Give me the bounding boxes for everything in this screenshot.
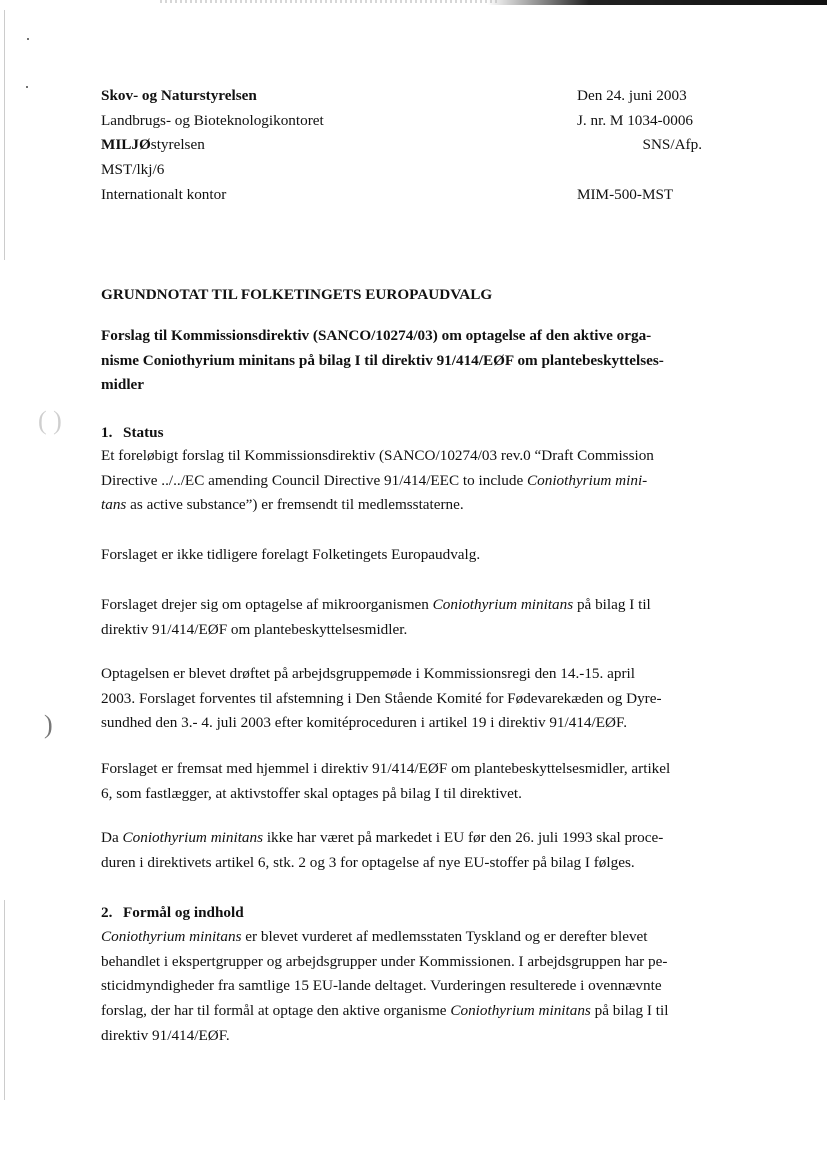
text-run: er blevet vurderet af medlemsstaten Tyskland og er derefter blevet: [241, 928, 648, 945]
document-subject: [101, 324, 729, 398]
status-paragraph-6: [101, 826, 731, 875]
agency-name-rest: styrelsen: [150, 136, 205, 154]
sender-agency: [101, 133, 324, 158]
text-line: sundhed den 3.- 4. juli 2003 efter komitéproceduren i artikel 19 i direktiv 91/414/EØF.: [101, 714, 628, 732]
mim-reference: MIM-500-MST: [577, 185, 674, 203]
text-line: Optagelsen er blevet drøftet på arbejdsgruppemøde i Kommissionsregi den 14.-15. april: [101, 665, 635, 682]
status-paragraph-5: [101, 757, 731, 806]
sender-dept: Internationalt kontor: [101, 185, 227, 203]
text-line: Forslaget er fremsat med hjemmel i direktiv 91/414/EØF om plantebeskyttelsesmidler, artikel: [101, 760, 671, 777]
text-run: ikke har været på markedet i EU før den 26. juli 1993 skal proce-: [263, 829, 664, 846]
section-number: 2.: [101, 904, 113, 921]
punch-hole-mark: ): [44, 710, 53, 739]
text-line: [101, 493, 731, 518]
text-line: [101, 826, 731, 851]
section-heading-status: [101, 421, 164, 445]
species-name: Coniothyrium minitans: [450, 1002, 591, 1020]
sender-org: Skov- og Naturstyrelsen: [101, 87, 257, 104]
text-run: as active substance”) er fremsendt til medlemsstaterne.: [126, 496, 464, 514]
species-name: tans: [101, 496, 127, 514]
scan-speck: [27, 38, 29, 40]
text-line: behandlet i ekspertgrupper og arbejdsgrupper under Kommissionen. I arbejdsgruppen har pe-: [101, 952, 668, 970]
text-line: [101, 999, 731, 1024]
sender-block: [101, 84, 324, 208]
text-run: på bilag I til: [573, 596, 651, 613]
scan-speck: [26, 86, 28, 88]
scan-edge-noise: [160, 0, 500, 3]
status-paragraph-2: [101, 543, 731, 568]
section-title: Status: [123, 424, 164, 441]
sender-office: Landbrugs- og Bioteknologikontoret: [101, 111, 324, 129]
journal-number: J. nr. M 1034-0006: [577, 111, 694, 129]
species-name: Coniothyrium minitans: [122, 829, 264, 846]
text-line: 2003. Forslaget forventes til afstemning i Den Stående Komité for Fødevarekæden og Dyre-: [101, 689, 662, 707]
text-line: Forslaget er ikke tidligere forelagt Folketingets Europaudvalg.: [101, 546, 481, 563]
document-date: Den 24. juni 2003: [577, 87, 687, 104]
text-line: direktiv 91/414/EØF.: [101, 1026, 230, 1044]
text-run: Da: [101, 829, 123, 846]
sender-ref: MST/lkj/6: [101, 161, 165, 179]
text-line: 6, som fastlægger, at aktivstoffer skal optages på bilag I til direktivet.: [101, 784, 522, 802]
sns-reference: SNS/Afp.: [642, 136, 702, 154]
text-line: duren i direktivets artikel 6, stk. 2 og 3 for optagelse af nye EU-stoffer på bilag I følges.: [101, 853, 635, 871]
scan-left-edge: [4, 10, 5, 260]
section-heading-purpose: [101, 901, 244, 925]
purpose-paragraph-1: [101, 925, 731, 1049]
text-run: Directive ../../EC amending Council Directive 91/414/EEC to include: [101, 471, 527, 489]
text-line: [101, 593, 731, 618]
species-name: Coniothyrium minitans: [101, 928, 242, 945]
subject-line: midler: [101, 376, 145, 394]
text-line: direktiv 91/414/EØF om plantebeskyttelsesmidler.: [101, 620, 408, 638]
scan-left-edge: [4, 900, 5, 1100]
section-number: 1.: [101, 424, 113, 441]
text-run: på bilag I til: [590, 1002, 669, 1020]
species-name: Coniothyrium mini-: [527, 471, 648, 489]
text-line: Et foreløbigt forslag til Kommissionsdirektiv (SANCO/10274/03 rev.0 “Draft Commission: [101, 447, 654, 464]
status-paragraph-3: [101, 593, 731, 642]
status-paragraph-1: [101, 444, 731, 518]
reference-block: [577, 84, 702, 208]
status-paragraph-4: [101, 662, 731, 736]
text-line: [101, 925, 731, 950]
subject-line: nisme Coniothyrium minitans på bilag I til direktiv 91/414/EØF om plantebeskyttelses-: [101, 351, 664, 369]
text-line: [101, 469, 731, 494]
text-line: sticidmyndigheder fra samtlige 15 EU-lande deltaget. Vurderingen resulterede i ovennævnte: [101, 977, 662, 995]
spacer: [577, 158, 702, 183]
document-title: GRUNDNOTAT TIL FOLKETINGETS EUROPAUDVALG: [101, 286, 493, 303]
section-title: Formål og indhold: [123, 904, 244, 921]
scan-edge-bar: [487, 0, 827, 5]
agency-name-bold: MILJØ: [101, 136, 151, 154]
species-name: Coniothyrium minitans: [432, 596, 574, 613]
punch-hole-mark: ( ): [38, 406, 62, 435]
text-run: Forslaget drejer sig om optagelse af mikroorganismen: [101, 596, 433, 613]
subject-line: Forslag til Kommissionsdirektiv (SANCO/10274/03) om optagelse af den aktive orga-: [101, 327, 652, 344]
text-run: forslag, der har til formål at optage den aktive organisme: [101, 1002, 451, 1020]
